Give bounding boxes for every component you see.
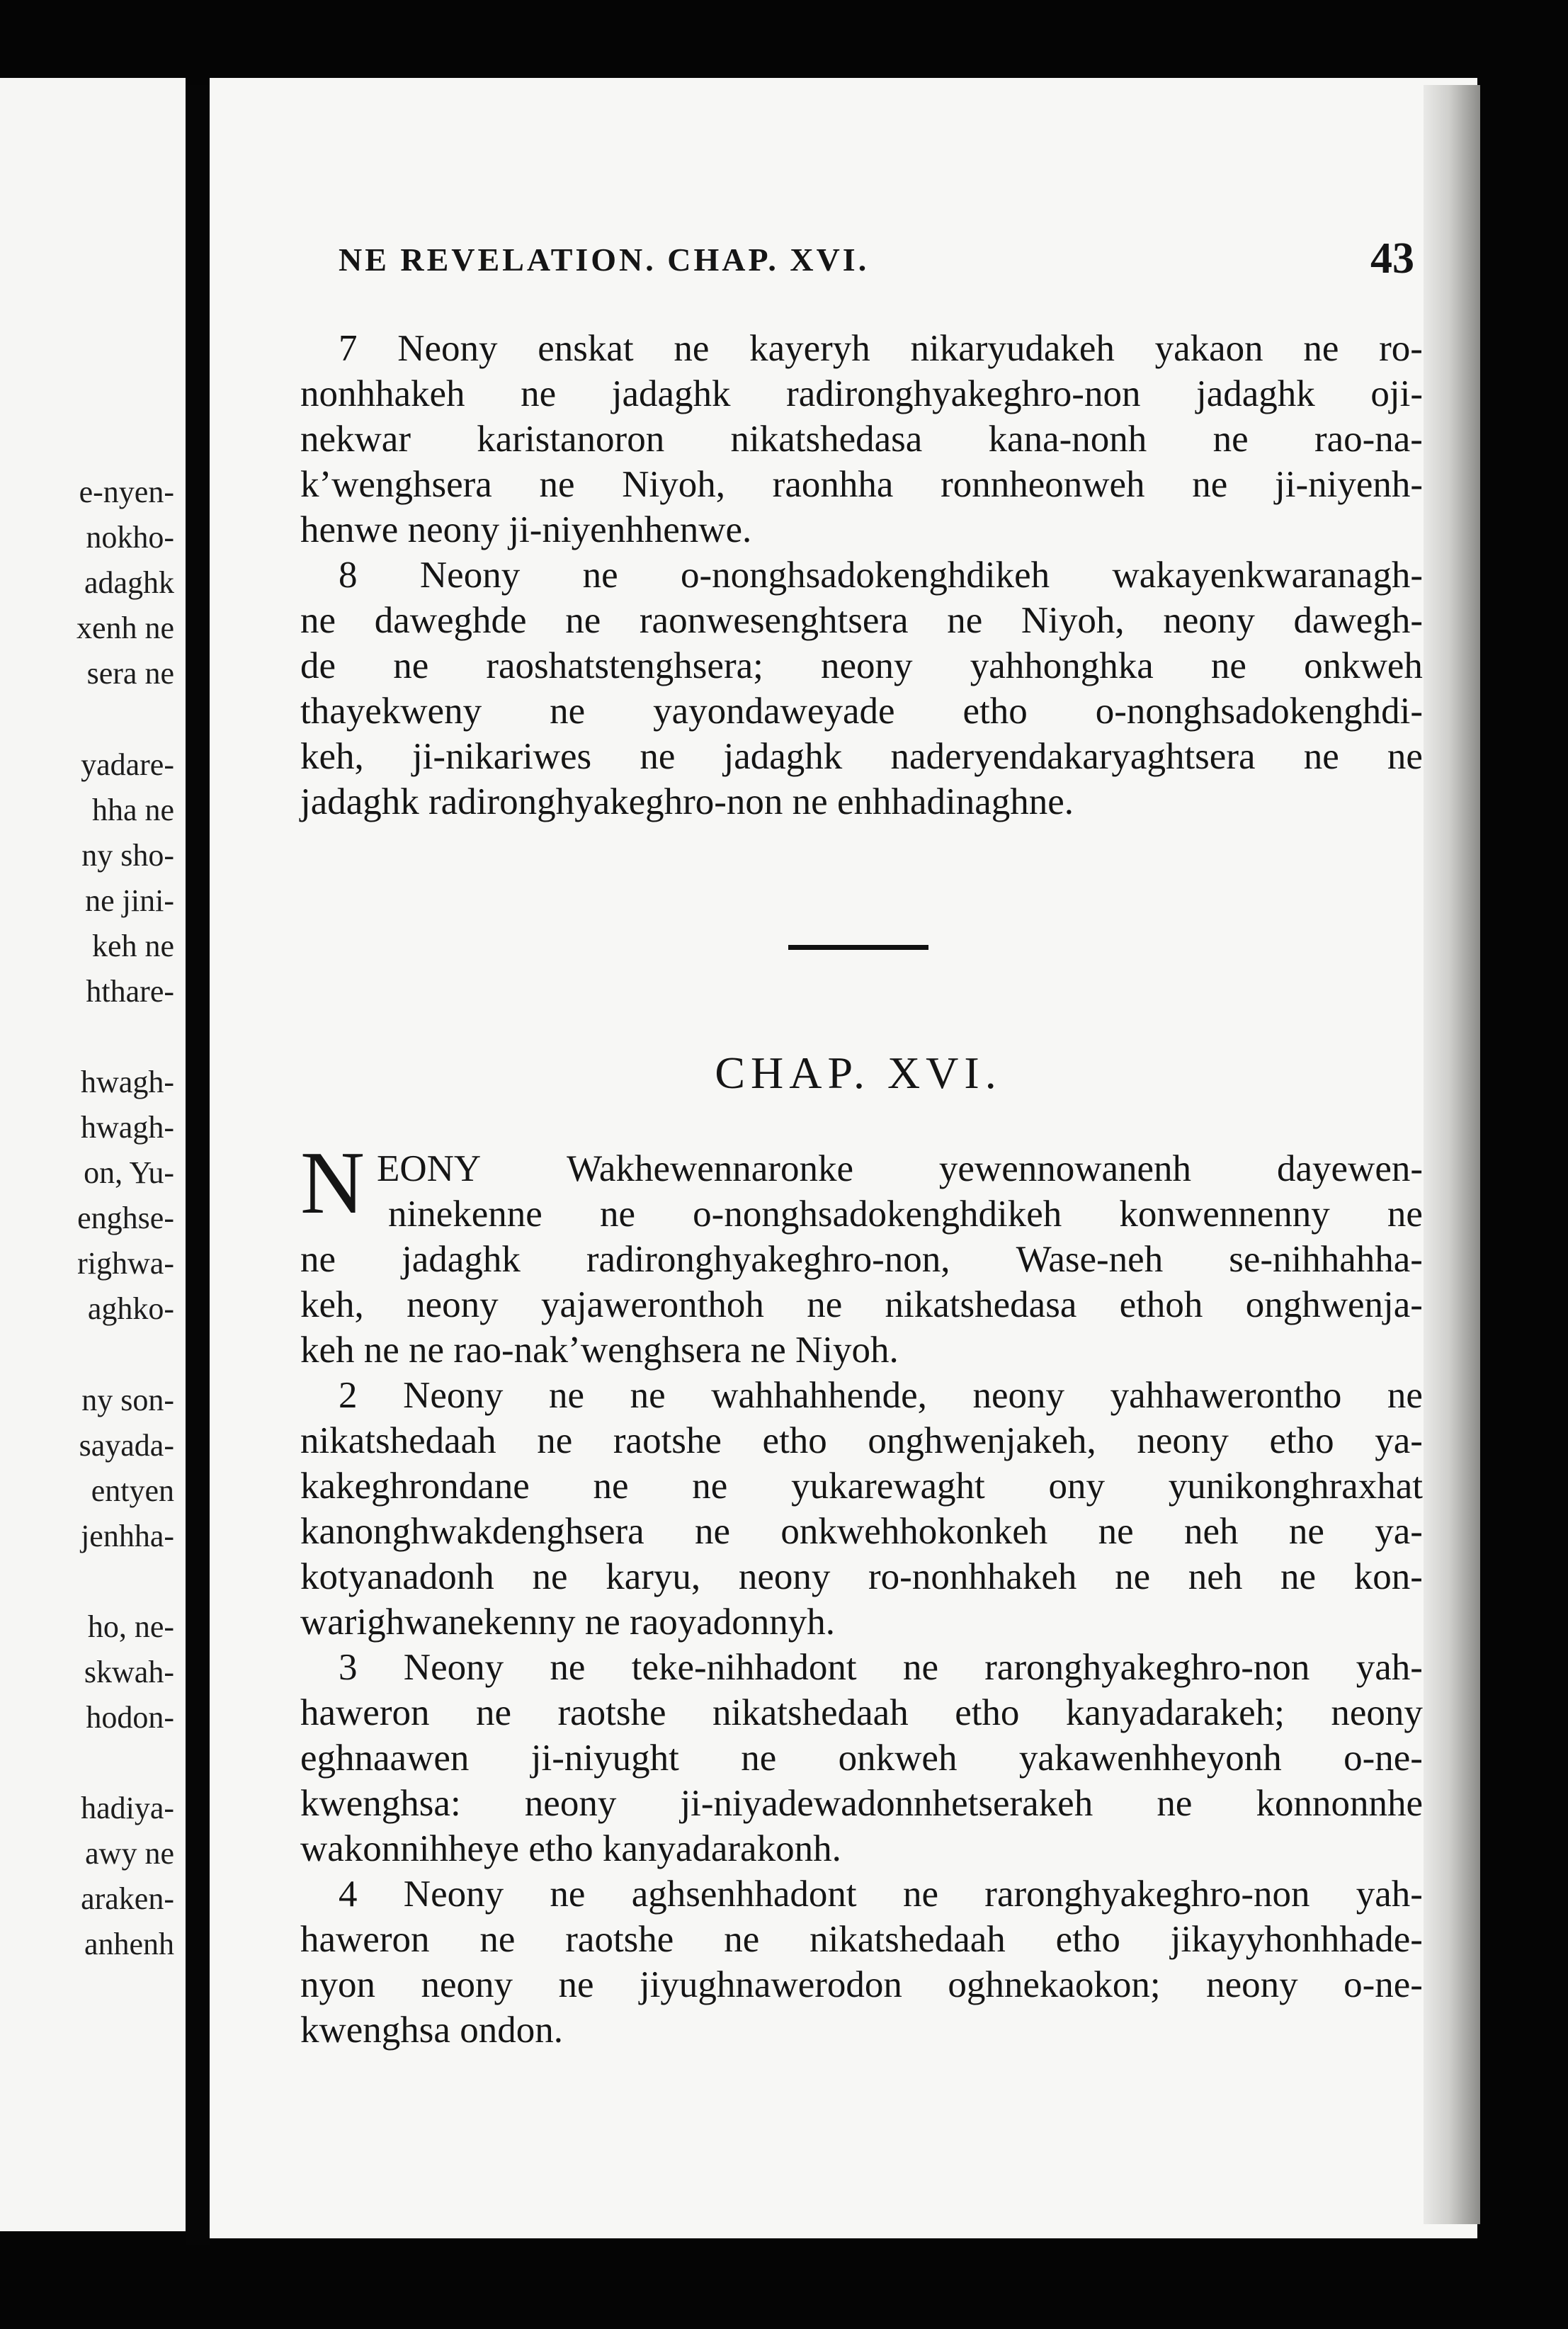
left-page-text-fragment: righwa- [77,1246,174,1281]
page-edge [1424,85,1480,2224]
text-line: thayekweny ne yayondaweyade etho o-nonghsadokenghdi- [300,691,1423,732]
left-page-text-fragment: ne jini- [85,883,174,918]
left-page-text-fragment: sera ne [86,656,174,691]
text-line: 2 Neony ne ne wahhahhende, neony yahhaweronthо ne [339,1375,1423,1416]
left-page-text-fragment: hodon- [86,1700,174,1735]
text-line: kanonghwakdenghsera ne onkwehhokonkeh ne neh ne ya- [300,1511,1423,1552]
text-line: nyon neony ne jiyughnawerodon oghnekaokon; neony o-ne- [300,1964,1423,2005]
left-page [0,78,186,2231]
left-page-text-fragment: ny son- [81,1383,174,1417]
left-page-text-fragment: awy ne [85,1836,174,1871]
text-line: 3 Neony ne teke-nihhadont ne raronghyakeghro-non yah- [339,1647,1423,1688]
left-page-text-fragment: yadare- [81,747,174,782]
left-page-text-fragment: keh ne [91,929,174,963]
text-line: kwenghsa: neony ji-niyadewadonnhetserakeh ne konnonnhe [300,1783,1423,1824]
left-page-text-fragment: hthare- [86,974,174,1009]
text-line: 7 Neony enskat ne kayeryh nikaryudakeh yakaon ne ro- [339,328,1423,369]
text-line: EONY Wakhewennaronke yewennowanenh dayewen- [377,1148,1423,1189]
left-page-text-fragment: skwah- [84,1655,174,1689]
text-line: wakonnihheye etho kanyadarakonh. [300,1828,841,1869]
left-page-text-fragment: araken- [81,1881,174,1916]
verse-block-chapter-15 [300,326,1423,824]
left-page-text-fragment: ny sho- [81,838,174,873]
left-page-text-fragment: jenhha- [81,1519,174,1553]
text-line: kwenghsa ondon. [300,2010,563,2051]
left-page-text-fragment: hadiya- [81,1791,174,1825]
left-page-text-fragment: adaghk [84,565,174,600]
text-line: keh, neony yajaweronthoh ne nikatshedasa ethoh onghwenja- [300,1284,1423,1325]
text-line: nikatshedaah ne raotshe etho onghwenjakeh, neony etho ya- [300,1420,1423,1461]
book-gutter [186,85,210,2245]
text-line: 8 Neony ne o-nonghsadokenghdikeh wakayenkwaranagh- [339,555,1423,596]
page-number: 43 [1370,234,1414,283]
left-page-text-fragment: on, Yu- [84,1155,174,1190]
text-line: keh ne ne rao-nak’wenghsera ne Niyoh. [300,1330,899,1371]
running-head: NE REVELATION. CHAP. XVI. [339,242,870,278]
verse-block-chapter-16 [300,1146,1423,2053]
text-line: ne jadaghk radironghyakeghro-non, Wase-neh se-nihhahha- [300,1239,1423,1280]
text-line: ninekenne ne o-nonghsadokenghdikeh konwennenny ne [388,1194,1423,1235]
text-line: de ne raoshatstenghsera; neony yahhonghka ne onkweh [300,645,1423,686]
text-line: henwe neony ji-niyenhhenwe. [300,509,752,550]
text-line: kotyanadonh ne karyu, neony ro-nonhhakeh ne neh ne kon- [300,1556,1423,1597]
left-page-text-fragment: entyen [91,1473,174,1508]
left-page-text-fragment: sayada- [79,1428,174,1463]
text-line: keh, ji-nikariwes ne jadaghk naderyendakaryaghtsera ne ne [300,736,1423,777]
text-line: warighwanekenny ne raoyadonnyh. [300,1602,835,1643]
left-page-text-fragment: e-nyen- [79,475,174,509]
text-line: haweron ne raotshe nikatshedaah etho kanyadarakeh; neony [300,1692,1423,1733]
text-line: nekwar karistanoron nikatshedasa kana-nonh ne rao-na- [300,419,1423,460]
left-page-text-fragment: hwagh- [81,1065,174,1099]
text-line: haweron ne raotshe ne nikatshedaah etho jikayyhonhhade- [300,1919,1423,1960]
left-page-text-fragment: ho, ne- [87,1609,174,1644]
left-page-text-fragment: hha ne [91,793,174,827]
text-line: 4 Neony ne aghsenhhadont ne raronghyakeghro-non yah- [339,1874,1423,1915]
chapter-heading: CHAP. XVI. [715,1048,1002,1098]
text-line: jadaghk radironghyakeghro-non ne enhhadinaghne. [300,781,1074,822]
text-line: eghnaawen ji-niyught ne onkweh yakawenhheyonh o-ne- [300,1738,1423,1779]
left-page-text-fragment: xenh ne [76,611,174,645]
section-divider-rule [788,945,928,950]
drop-cap: N [300,1134,365,1232]
left-page-text-fragment: anhenh [84,1927,174,1961]
text-line: nonhhakeh ne jadaghk radironghyakeghro-non jadaghk oji- [300,373,1423,414]
left-page-text-fragment: enghse- [77,1201,174,1235]
left-page-text-fragment: hwagh- [81,1110,174,1145]
text-line: ne daweghde ne raonwesenghtsera ne Niyoh, neony dawegh- [300,600,1423,641]
text-line: k’wenghsera ne Niyoh, raonhha ronnheonweh ne ji-niyenh- [300,464,1423,505]
text-line: kakeghrondane ne ne yukarewaght ony yunikonghraxhat [300,1466,1423,1507]
left-page-text-fragment: aghko- [87,1291,174,1326]
left-page-text-fragment: nokho- [86,520,174,555]
